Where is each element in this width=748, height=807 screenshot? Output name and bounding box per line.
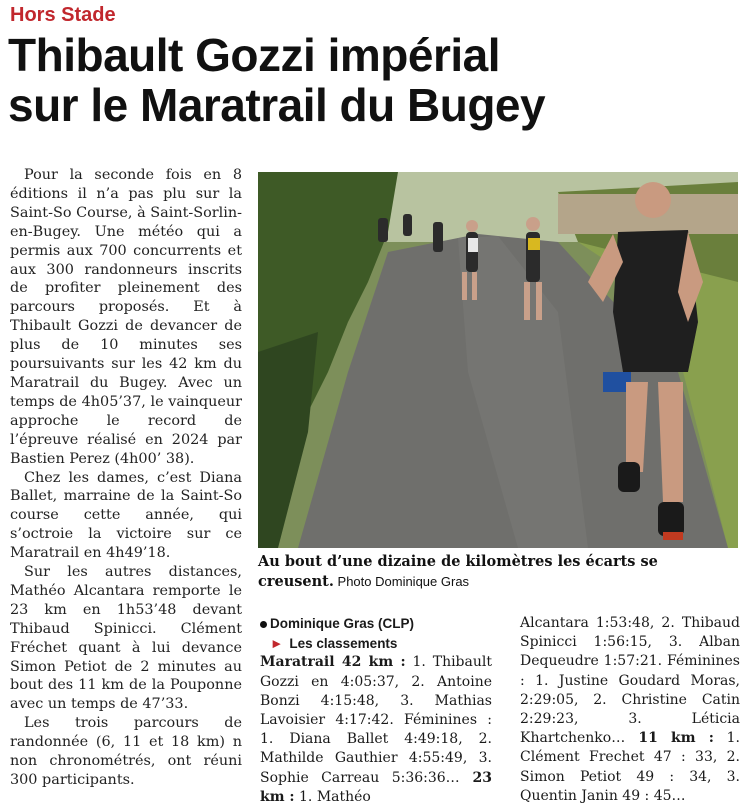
km23-results-start: 1. Mathéo <box>294 788 371 805</box>
km23-label: 23 km : <box>260 769 492 805</box>
author-line <box>260 614 492 634</box>
km11-results: 1. Clément Frechet 47 : 33, 2. Simon Petiot 49 : 34, 3. Quentin Janin 49 : 45… <box>520 730 740 804</box>
body-paragraph: Sur les autres distances, Mathéo Alcantara remporte le 23 km en 1h53’48 devant Thibaud Spinicci. Clément Fréchet quant à lui devance Simon Petiot de 2 minutes au bout des 11 km de la Pouponne avec un temps de 47’33. <box>10 564 242 713</box>
race-photo <box>258 172 738 548</box>
bullet-icon <box>260 621 267 628</box>
km11-label: 11 km : <box>625 730 714 747</box>
body-paragraph: Pour la seconde fois en 8 éditions il n’a pas plu sur la Saint-So Course, à Saint-Sorlin-en-Bugey. Une météo qui a permis aux 700 concurrents et aux 300 randonneurs inscrits de profiter pleinement des parcours proposés. Et à Thibault Gozzi de devancer de plus de 10 minutes ses poursuivants sur les 42 km du Maratrail du Bugey. Avec un temps de 4h05’37, le vainqueur approche le record de l’épreuve réalisé en 2024 par Bastien Perez (4h00’ 38). <box>10 167 242 467</box>
caption-text: Au bout d’une dizaine de kilomètres les écarts se creusent. <box>258 553 658 590</box>
headline-line-1: Thibault Gozzi impérial <box>8 29 500 81</box>
results-text-part-2 <box>520 614 740 806</box>
author-name: Dominique Gras (CLP) <box>270 616 415 631</box>
article-headline <box>8 30 738 130</box>
results-column-2 <box>520 614 740 806</box>
results-heading-label: Les classements <box>289 636 398 652</box>
article-body <box>10 166 242 790</box>
arrow-right-icon: ► <box>270 636 284 652</box>
results-column-1 <box>260 614 492 807</box>
photo-credit: Photo Dominique Gras <box>333 574 470 589</box>
maratrail-results: 1. Thibault Gozzi en 4:05:37, 2. Antoine Bonzi 4:15:48, 3. Mathias Lavoisier 4:17:42. Féminines : 1. Diana Ballet 4:49:18, 2. Mathilde Gauthier 4:55:49, 3. Sophie Carreau 5:36:36… <box>260 654 492 786</box>
headline-line-2: sur le Maratrail du Bugey <box>8 79 546 131</box>
race-photo-illustration <box>258 172 738 548</box>
photo-caption <box>258 552 738 592</box>
body-paragraph: Chez les dames, c’est Diana Ballet, marraine de la Saint-So course cette année, qui s’octroie la victoire sur ce Maratrail en 4h49’18. <box>10 469 242 562</box>
section-rubric: Hors Stade <box>10 4 116 26</box>
body-paragraph: Les trois parcours de randonnée (6, 11 et 18 km) n non chronométrés, ont réuni 300 participants. <box>10 715 242 788</box>
maratrail-label: Maratrail 42 km : <box>260 654 406 671</box>
results-text-part-1 <box>260 653 492 807</box>
km23-results-end: Alcantara 1:53:48, 2. Thibaud Spinicci 1:56:15, 3. Alban Dequeudre 1:57:21. Féminines : 1. Justine Goudard Moras, 2:29:05, 2. Christine Catin 2:29:23, 3. Léticia Khartchenko… <box>520 615 740 747</box>
results-heading <box>260 634 492 653</box>
